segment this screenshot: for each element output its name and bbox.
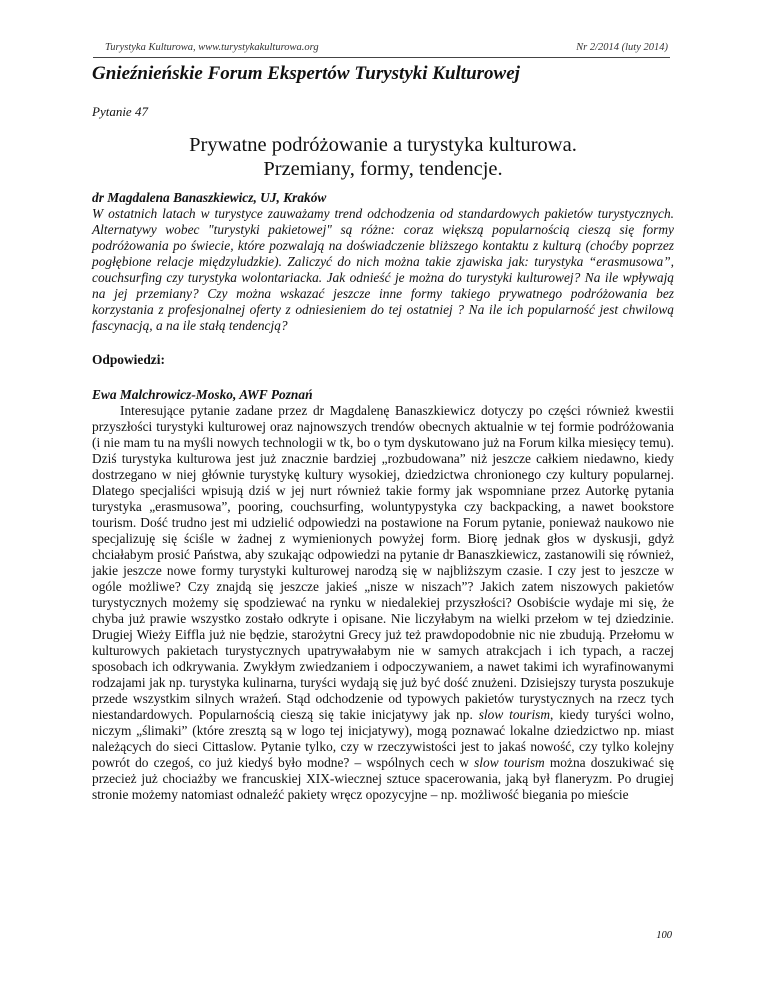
slow-tourism-term-2: slow tourism [474, 755, 545, 770]
answer-text-part-2: , kiedy turyści wolno, niczym „ślimaki” (które zresztą są w logo tej inicjatywy), mogą poznawać lokalne dziedzictwo np. miast należących do sieci Cittaslow. Pytanie tylko, czy w rzeczywistości jest to jakaś nowość, czy tylko kolejny powrót do czegoś, co już kiedyś było modne? – wspólnych cech w [92, 707, 674, 770]
article-title-line-1: Prywatne podróżowanie a turystyka kulturowa. [189, 134, 577, 156]
article-title [92, 133, 674, 181]
question-author: dr Magdalena Banaszkiewicz, UJ, Kraków [92, 190, 327, 205]
answers-heading: Odpowiedzi: [92, 352, 165, 367]
header-divider [93, 57, 670, 58]
page-number: 100 [656, 930, 672, 941]
forum-title: Gnieźnieńskie Forum Ekspertów Turystyki Kulturowej [92, 63, 520, 84]
article-title-line-2: Przemiany, formy, tendencje. [263, 158, 503, 180]
slow-tourism-term-1: slow tourism [478, 707, 551, 722]
answer-author: Ewa Malchrowicz-Mosko, AWF Poznań [92, 387, 313, 402]
article-body [92, 190, 674, 803]
issue-number: Nr 2/2014 (luty 2014) [576, 42, 668, 53]
answer-text-part-3: można doszukiwać się przecież już chociażby we francuskiej XIX-wiecznej sztuce spacerowania, jaką był flaneryzm. Po drugiej stronie możemy natomiast odnaleźć pakiety wręcz opozycyjne – np. możliwość biegania po mieście [92, 755, 674, 802]
question-text: W ostatnich latach w turystyce zauważamy trend odchodzenia od standardowych pakietów turystycznych. Alternatywy wobec "turystyki pakietowej" są różne: coraz większą popularnością cieszą się formy podróżowania po świecie, które pozwalają na doświadczenie bliższego kontaktu z kulturą (choćby poprzez pogłębione relacje międzyludzkie). Zaliczyć do nich można takie zjawiska jak: turystyka “erasmusowa”, couchsurfing czy turystyka wolontariacka. Jak odnieść je można do turystyki kulturowej? Na ile wpływają na jej przemiany? Czy można wskazać jeszcze inne formy takiego prywatnego podróżowania bez korzystania z profesjonalnej oferty z odniesieniem do tej ostatniej ? Na ile ich popularność jest chwilową fascynacją, a na ile stałą tendencją? [92, 206, 674, 333]
question-number: Pytanie 47 [92, 104, 148, 119]
journal-name: Turystyka Kulturowa, www.turystykakulturowa.org [105, 42, 319, 53]
answer-text [92, 403, 674, 803]
answer-text-part-1: Interesujące pytanie zadane przez dr Magdalenę Banaszkiewicz dotyczy po części również kwestii przyszłości turystyki kulturowej oraz najnowszych trendów obecnych aktualnie w tej formie podróżowania (i nie mam tu na myśli nowych technologii w tk, bo o tym dyskutowano już na Forum kilka miesięcy temu). Dziś turystyka kulturowa jest już znacznie bardziej „rozbudowana” niż jeszcze całkiem niedawno, kiedy dostrzegano w niej głównie turystykę kultury wysokiej, dziedzictwa chronionego czy kultury popularnej. Dlatego specjaliści wpisują dziś w jej nurt również takie formy jak wspomniane przez Autorkę pytania turystyka „erasmusowa”, pooring, couchsurfing, woluntурystyka czy backpacking, a nawet bookstore tourism. Dość trudno jest mi udzielić odpowiedzi na postawione na Forum pytanie, ponieważ naukowo nie specjalizuję się ściśle w żadnej z wymienionych powyżej form. Biorę jednak głos w dyskusji, gdyż chciałabym prosić Państwa, aby szukając odpowiedzi na pytanie dr Banaszkiewicz, zastanowili się również, jakie jeszcze nowe formy turystyki kulturowej narodzą się w najbliższym czasie. I czy jest to jeszcze w ogóle możliwe? Czy znajdą się jeszcze jakieś „nisze w niszach”? Jakich zatem niszowych pakietów turystycznych możemy się spodziewać na rynku w niedalekiej przyszłości? Osobiście wydaje mi się, że chyba już prawie wszystko zostało odkryte i opisane. Nie liczyłabym na wielki przełom w tej dziedzinie. Drugiej Wieży Eiffla już nie będzie, starożytni Grecy już też prawdopodobnie nic nie zbudują. Przełomu w kulturowych pakietach turystycznych upatrywałabym nie w samych atrakcjach i ich typach, a raczej sposobach ich odkrywania. Zwykłym zwiedzaniem i odpoczywaniem, a nawet takimi ich wyrafinowanymi rodzajami jak np. turystyka kulinarna, turyści wydają się już być dość znużeni. Dzisiejszy turysta poszukuje przede wszystkim silnych wrażeń. Stąd odchodzenie od typowych pakietów turystycznych na rzecz tych niestandardowych. Popularnością cieszą się takie inicjatywy jak np. [92, 403, 674, 722]
